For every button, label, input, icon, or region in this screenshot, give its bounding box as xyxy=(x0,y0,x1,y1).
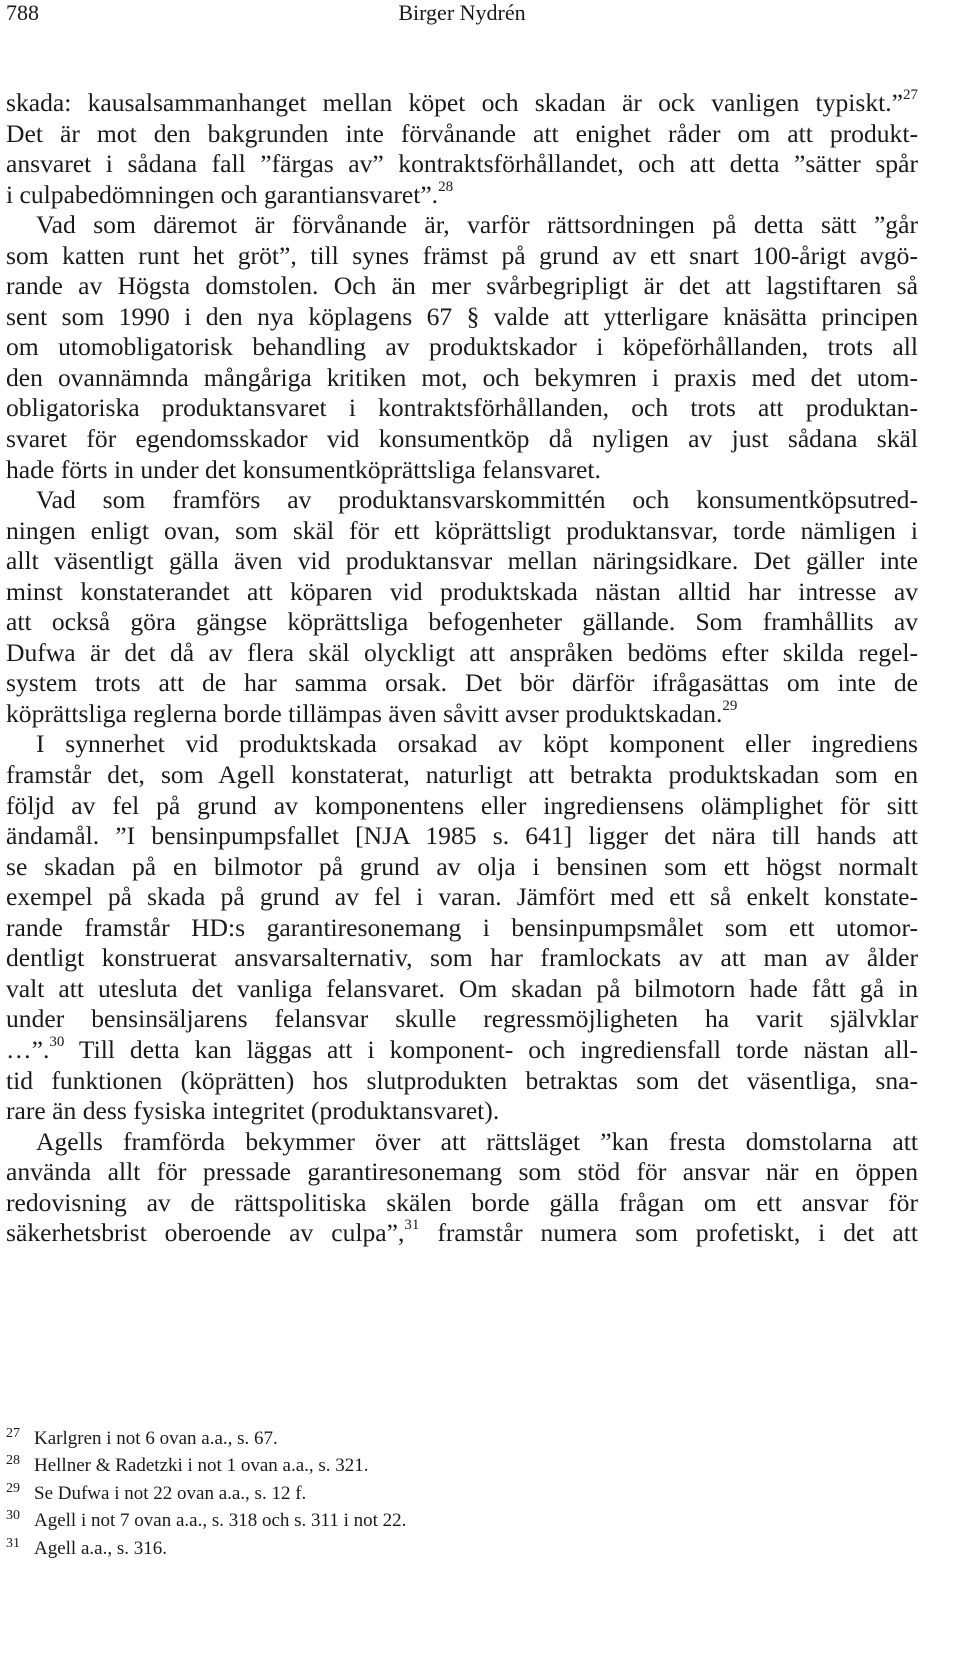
footnote-reference: 27 xyxy=(903,87,918,103)
body-line xyxy=(6,760,918,791)
body-line-text: minst konstaterandet att köparen vid produktskada nästan alltid har intresse av xyxy=(6,576,918,606)
footnote-item xyxy=(6,1425,918,1452)
body-line-text: exempel på skada på grund av fel i varan. Jämfört med ett så enkelt konstate- xyxy=(6,882,918,912)
body-line-text: dentligt konstruerat ansvarsalternativ, som har framlockats av att man av ålder xyxy=(6,943,918,973)
body-line xyxy=(6,974,918,1005)
body-line-text: om utomobligatorisk behandling av produktskador i köpeförhållanden, trots all xyxy=(6,332,918,362)
footnote-text: Karlgren i not 6 ovan a.a., s. 67. xyxy=(34,1428,278,1449)
footnote-item xyxy=(6,1452,918,1479)
footnote-text: Agell i not 7 ovan a.a., s. 318 och s. 311 i not 22. xyxy=(34,1510,407,1532)
body-line xyxy=(6,1035,918,1066)
body-line-text: under bensinsäljarens felansvar skulle regressmöjligheten ha varit självklar xyxy=(6,1004,918,1034)
body-line xyxy=(6,791,918,822)
body-line xyxy=(6,699,918,730)
body-line xyxy=(6,852,918,883)
body-line xyxy=(6,1218,918,1249)
body-line-text: redovisning av de rättspolitiska skälen borde gälla frågan om ett ansvar för xyxy=(6,1187,918,1217)
footnote-number: 28 xyxy=(6,1453,20,1469)
body-line-text: rande framstår HD:s garantiresonemang i bensinpumpsmålet som ett utomor- xyxy=(6,912,918,942)
body-line-tail: Till detta kan läggas att i komponent- och ingrediensfall torde nästan all- xyxy=(64,1034,918,1064)
body-line-text: allt väsentligt gälla även vid produktansvar mellan näringsidkare. Det gäller inte xyxy=(6,546,918,576)
footnote-reference: 30 xyxy=(49,1033,65,1050)
body-line-text: svaret för egendomsskador vid konsumentköp då nyligen av just sådana skäl xyxy=(6,424,918,454)
footnote-reference: 28 xyxy=(438,178,454,195)
body-line xyxy=(6,516,918,547)
body-text xyxy=(6,88,918,1249)
body-line-text: …”. xyxy=(6,1034,50,1064)
body-line-text: framstår det, som Agell konstaterat, naturligt att betrakta produktskadan som en xyxy=(6,760,918,790)
body-line xyxy=(6,1096,918,1127)
body-line-text: att också göra gängse köprättsliga befogenheter gällande. Som framhållits av xyxy=(6,607,918,637)
body-line-text: Vad som framförs av produktansvarskommittén och konsumentköpsutred- xyxy=(36,485,918,515)
body-line xyxy=(6,302,918,333)
body-line-text: Dufwa är det då av flera skäl olyckligt att anspråken bedöms efter skilda regel- xyxy=(6,637,918,667)
body-line xyxy=(6,882,918,913)
body-line xyxy=(6,119,918,150)
footnotes xyxy=(6,1425,918,1562)
body-line xyxy=(6,393,918,424)
body-line-tail: framstår numera som profetiskt, i det att xyxy=(419,1218,918,1248)
body-line-text: ningen enligt ovan, som skäl för ett köprättsligt produktansvar, torde nämligen i xyxy=(6,515,918,545)
body-line-text: hade förts in under det konsumentköprättsliga felansvaret. xyxy=(6,454,601,484)
body-line-text: den ovannämnda mångåriga kritiken mot, och bekymren i praxis med det utom- xyxy=(6,362,918,392)
body-line xyxy=(6,180,918,211)
body-line xyxy=(6,821,918,852)
footnote-text: Hellner & Radetzki i not 1 ovan a.a., s. 321. xyxy=(34,1455,369,1477)
body-line xyxy=(6,149,918,180)
footnote-text: Se Dufwa i not 22 ovan a.a., s. 12 f. xyxy=(34,1482,307,1504)
body-line xyxy=(6,241,918,272)
body-line-text: Vad som däremot är förvånande är, varför rättsordningen på detta sätt ”går xyxy=(36,210,918,240)
page-number: 788 xyxy=(6,0,39,25)
footnote-number: 31 xyxy=(6,1535,20,1551)
footnote-reference: 31 xyxy=(404,1217,420,1234)
body-line-text: valt att utesluta det vanliga felansvaret. Om skadan på bilmotorn hade fått gå in xyxy=(6,973,918,1003)
footnote-number: 27 xyxy=(6,1426,20,1441)
body-line xyxy=(6,1188,918,1219)
body-line-text: säkerhetsbrist oberoende av culpa”, xyxy=(6,1218,405,1248)
body-line-text: använda allt för pressade garantiresonemang som stöd för ansvar när en öppen xyxy=(6,1157,918,1187)
body-line-text: tid funktionen (köprätten) hos slutprodukten betraktas som det väsentliga, sna- xyxy=(6,1065,918,1095)
body-line-text: Det är mot den bakgrunden inte förvånande att enighet råder om att produkt- xyxy=(6,118,918,148)
body-line-text: se skadan på en bilmotor på grund av olja i bensinen som ett högst normalt xyxy=(6,851,918,881)
body-line xyxy=(6,455,918,486)
body-line-text: ansvaret i sådana fall ”färgas av” kontraktsförhållandet, och att detta ”sätter spår xyxy=(6,149,918,179)
body-line-text: ändamål. ”I bensinpumpsfallet [NJA 1985 s. 641] ligger det nära till hands att xyxy=(6,821,918,851)
body-line-text: följd av fel på grund av komponentens eller ingrediensens olämplighet för sitt xyxy=(6,790,918,820)
body-line xyxy=(6,1127,918,1158)
body-line-text: rare än dess fysiska integritet (produktansvaret). xyxy=(6,1096,500,1126)
body-line xyxy=(6,1004,918,1035)
body-line-text: I synnerhet vid produktskada orsakad av köpt komponent eller ingrediens xyxy=(36,729,918,759)
body-line xyxy=(6,424,918,455)
page-header xyxy=(6,0,918,28)
body-line xyxy=(6,607,918,638)
body-line-text: skada: kausalsammanhanget mellan köpet och skadan är ock vanligen typiskt.” xyxy=(6,88,903,117)
body-line-text: som katten runt het gröt”, till synes främst på grund av ett snart 100-årigt avgö- xyxy=(6,240,918,270)
running-head: Birger Nydrén xyxy=(398,0,526,25)
body-line-text: Agells framförda bekymmer över att rättsläget ”kan fresta domstolarna att xyxy=(36,1126,918,1156)
body-line-text: köprättsliga reglerna borde tillämpas även såvitt avser produktskadan. xyxy=(6,698,723,728)
body-line xyxy=(6,1157,918,1188)
body-line xyxy=(6,913,918,944)
footnote-text: Agell a.a., s. 316. xyxy=(34,1537,167,1559)
body-line xyxy=(6,485,918,516)
body-line xyxy=(6,271,918,302)
body-line xyxy=(6,943,918,974)
body-line xyxy=(6,363,918,394)
body-line xyxy=(6,1066,918,1097)
body-line xyxy=(6,668,918,699)
body-line xyxy=(6,210,918,241)
body-line xyxy=(6,88,918,119)
body-line xyxy=(6,546,918,577)
body-line xyxy=(6,332,918,363)
body-line-text: i culpabedömningen och garantiansvaret”. xyxy=(6,179,439,209)
footnote-number: 30 xyxy=(6,1508,20,1524)
footnote-item xyxy=(6,1480,918,1507)
body-line-text: obligatoriska produktansvaret i kontraktsförhållanden, och trots att produktan- xyxy=(6,393,918,423)
footnote-number: 29 xyxy=(6,1480,20,1496)
footnote-reference: 29 xyxy=(722,697,738,714)
body-line xyxy=(6,577,918,608)
footnote-item xyxy=(6,1535,918,1562)
body-line-text: sent som 1990 i den nya köplagens 67 § valde att ytterligare knäsätta principen xyxy=(6,301,918,331)
body-line-text: rande av Högsta domstolen. Och än mer svårbegripligt är det att lagstiftaren så xyxy=(6,271,918,301)
footnote-item xyxy=(6,1507,918,1534)
body-line xyxy=(6,638,918,669)
body-line-text: system trots att de har samma orsak. Det bör därför ifrågasättas om inte de xyxy=(6,668,918,698)
body-line xyxy=(6,729,918,760)
